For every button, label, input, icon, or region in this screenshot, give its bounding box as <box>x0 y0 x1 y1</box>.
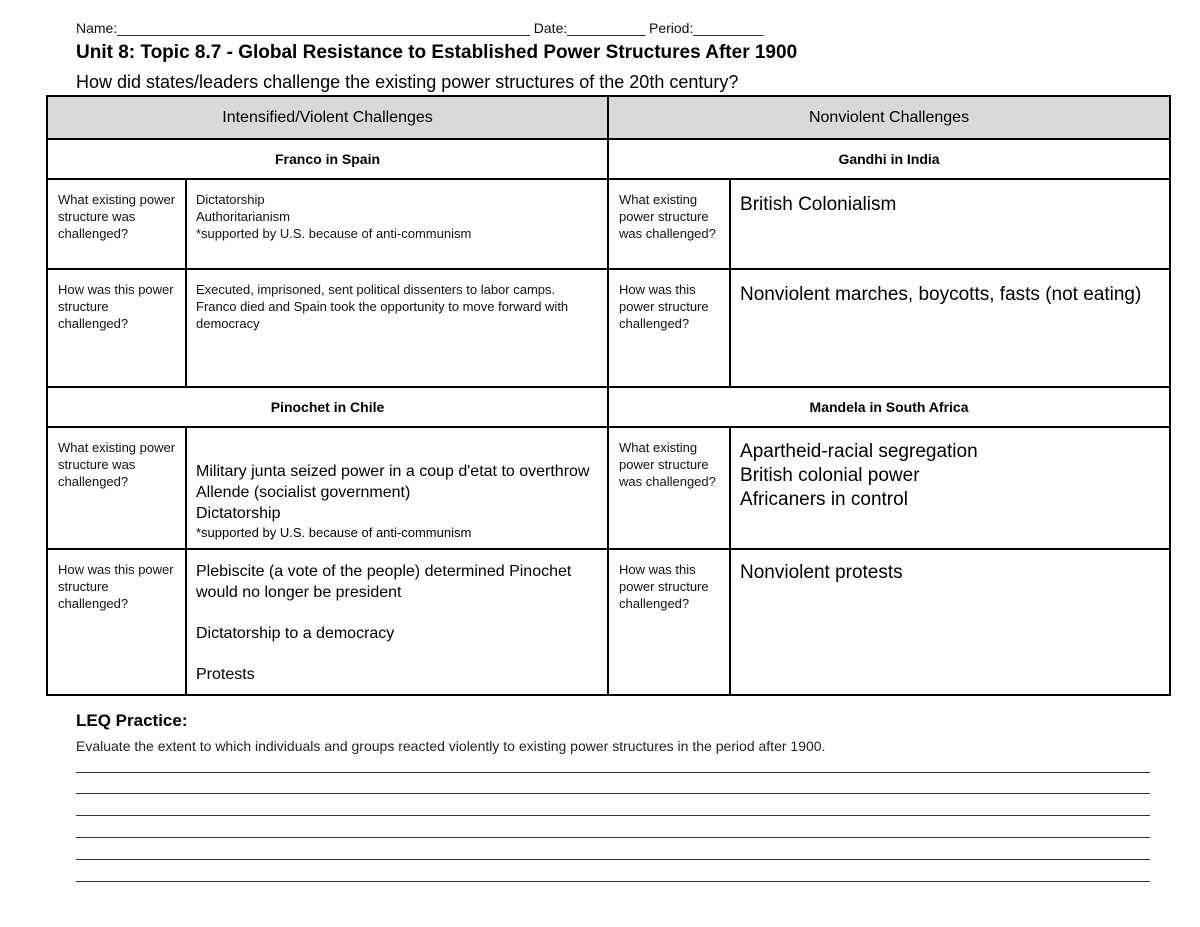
pinochet-how-answer <box>186 549 608 695</box>
violent-challenges-header: Intensified/Violent Challenges <box>47 96 608 139</box>
franco-how-line: Franco died and Spain took the opportunity to move forward with democracy <box>196 299 572 331</box>
pinochet-heading: Pinochet in Chile <box>47 387 608 427</box>
nonviolent-challenges-header: Nonviolent Challenges <box>608 96 1170 139</box>
franco-how-line: Executed, imprisoned, sent political dissenters to labor camps. <box>196 282 556 297</box>
pinochet-structure-line: Military junta seized power in a coup d'etat to overthrow Allende (socialist government) <box>196 463 594 501</box>
answer-line[interactable] <box>76 772 1150 773</box>
answer-line[interactable] <box>76 837 1150 838</box>
franco-structure-line: *supported by U.S. because of anti-communism <box>196 226 472 241</box>
answer-line[interactable] <box>76 881 1150 882</box>
gandhi-structure-question: What existing power structure was challenged? <box>608 179 730 269</box>
mandela-structure-question: What existing power structure was challenged? <box>608 427 730 549</box>
mandela-structure-answer <box>730 427 1170 549</box>
answer-line[interactable] <box>76 793 1150 794</box>
name-date-period-line: Name:_____________________________________________________ Date:__________ Period:_________ <box>76 20 764 36</box>
essential-question: How did states/leaders challenge the existing power structures of the 20th century? <box>76 72 739 92</box>
pinochet-structure-answer <box>186 427 608 549</box>
mandela-how-answer: Nonviolent protests <box>730 549 1170 695</box>
mandela-structure-line: Apartheid-racial segregation <box>740 441 978 462</box>
franco-structure-answer <box>186 179 608 269</box>
pinochet-structure-line: Dictatorship <box>196 505 281 522</box>
franco-how-question: How was this power structure challenged? <box>47 269 186 387</box>
gandhi-heading: Gandhi in India <box>608 139 1170 179</box>
gandhi-how-question: How was this power structure challenged? <box>608 269 730 387</box>
franco-how-answer <box>186 269 608 387</box>
answer-line[interactable] <box>76 815 1150 816</box>
answer-line[interactable] <box>76 859 1150 860</box>
pinochet-how-question: How was this power structure challenged? <box>47 549 186 695</box>
pinochet-how-line: Plebiscite (a vote of the people) determined Pinochet would no longer be president <box>196 563 576 601</box>
challenges-table <box>46 95 1171 696</box>
worksheet-title: Unit 8: Topic 8.7 - Global Resistance to Established Power Structures After 1900 <box>76 42 798 63</box>
franco-structure-line: Dictatorship <box>196 192 265 207</box>
pinochet-structure-note: *supported by U.S. because of anti-communism <box>196 525 472 540</box>
leq-prompt: Evaluate the extent to which individuals and groups reacted violently to existing power structures in the period after 1900. <box>76 738 826 754</box>
mandela-how-question: How was this power structure challenged? <box>608 549 730 695</box>
mandela-structure-line: British colonial power <box>740 465 920 486</box>
franco-structure-question: What existing power structure was challenged? <box>47 179 186 269</box>
leq-practice-title: LEQ Practice: <box>76 711 188 730</box>
pinochet-how-line: Dictatorship to a democracy <box>196 625 395 642</box>
pinochet-how-line: Protests <box>196 666 255 683</box>
gandhi-how-answer: Nonviolent marches, boycotts, fasts (not eating) <box>730 269 1170 387</box>
franco-structure-line: Authoritarianism <box>196 209 290 224</box>
mandela-heading: Mandela in South Africa <box>608 387 1170 427</box>
franco-heading: Franco in Spain <box>47 139 608 179</box>
gandhi-structure-answer: British Colonialism <box>730 179 1170 269</box>
mandela-structure-line: Africaners in control <box>740 489 908 510</box>
pinochet-structure-question: What existing power structure was challenged? <box>47 427 186 549</box>
